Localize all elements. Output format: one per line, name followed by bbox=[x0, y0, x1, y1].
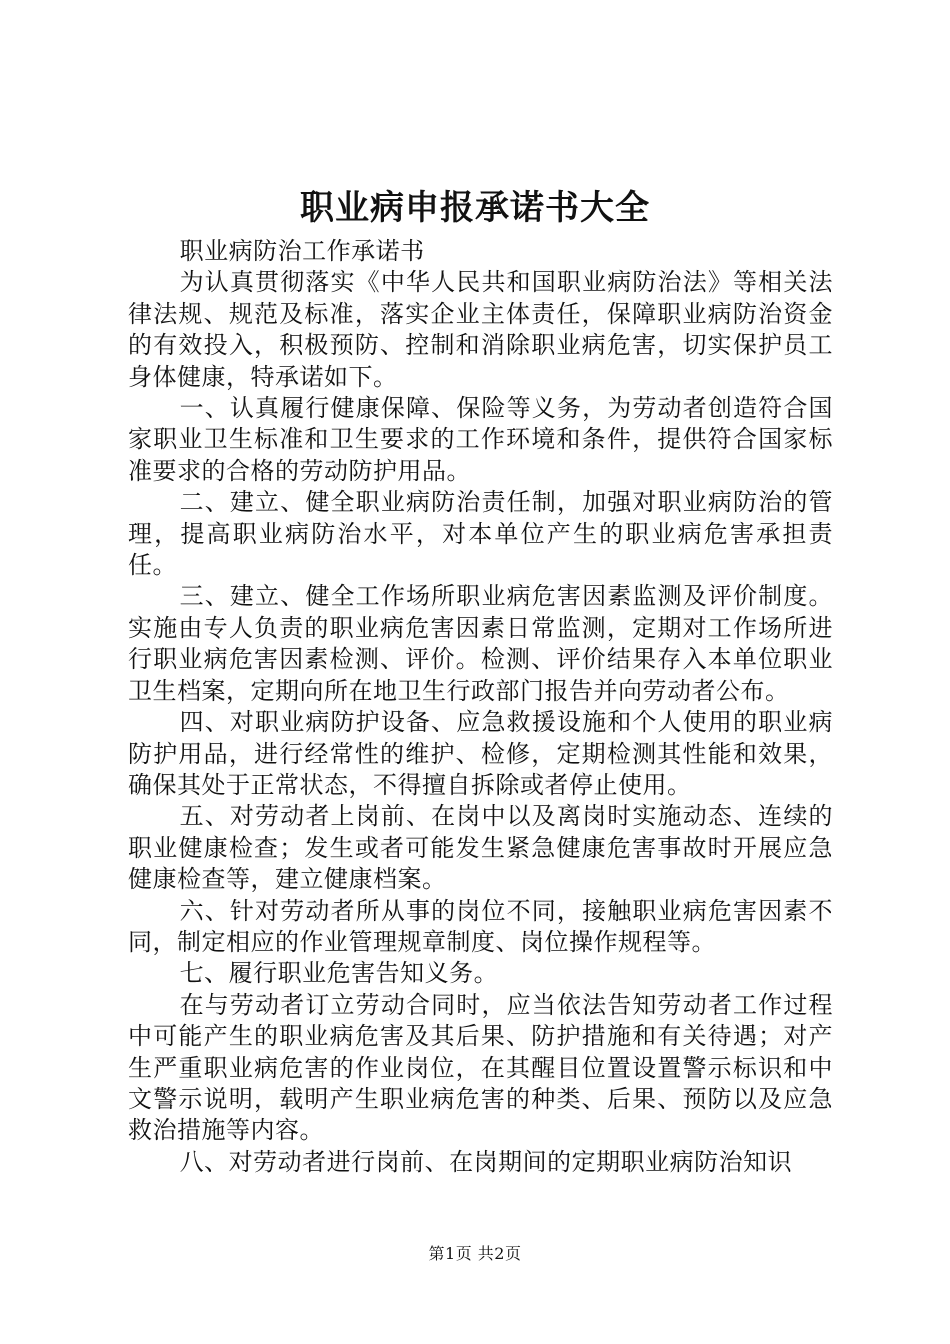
paragraph-item-1: 一、认真履行健康保障、保险等义务，为劳动者创造符合国家职业卫生标准和卫生要求的工作环境和条件，提供符合国家标准要求的合格的劳动防护用品。 bbox=[128, 394, 833, 485]
document-title: 职业病申报承诺书大全 bbox=[300, 188, 650, 228]
page-footer: 第1页 共2页 bbox=[428, 1244, 522, 1263]
paragraph-item-5: 五、对劳动者上岗前、在岗中以及离岗时实施动态、连续的职业健康检查；发生或者可能发生紧急健康危害事故时开展应急健康检查等，建立健康档案。 bbox=[128, 802, 833, 894]
paragraph-item-3: 三、建立、健全工作场所职业病危害因素监测及评价制度。实施由专人负责的职业病危害因素日常监测，定期对工作场所进行职业病危害因素检测、评价。检测、评价结果存入本单位职业卫生档案，定期向所在地卫生行政部门报告并向劳动者公布。 bbox=[128, 582, 833, 705]
paragraph-item-2: 二、建立、健全职业病防治责任制，加强对职业病防治的管理，提高职业病防治水平，对本单位产生的职业病危害承担责任。 bbox=[128, 488, 833, 580]
paragraph-item-7-detail: 在与劳动者订立劳动合同时，应当依法告知劳动者工作过程中可能产生的职业病危害及其后果、防护措施和有关待遇；对产生严重职业病危害的作业岗位，在其醒目位置设置警示标识和中文警示说明，载明产生职业病危害的种类、后果、预防以及应急救治措施等内容。 bbox=[128, 990, 833, 1145]
paragraph-item-8: 八、对劳动者进行岗前、在岗期间的定期职业病防治知识 bbox=[179, 1147, 793, 1176]
paragraph-intro: 为认真贯彻落实《中华人民共和国职业病防治法》等相关法律法规、规范及标准，落实企业主体责任，保障职业病防治资金的有效投入，积极预防、控制和消除职业病危害，切实保护员工身体健康，特承诺如下。 bbox=[128, 268, 833, 391]
paragraph-item-4: 四、对职业病防护设备、应急救援设施和个人使用的职业病防护用品，进行经常性的维护、检修，定期检测其性能和效果，确保其处于正常状态，不得擅自拆除或者停止使用。 bbox=[128, 708, 833, 799]
paragraph-item-7: 七、履行职业危害告知义务。 bbox=[179, 959, 499, 988]
document-body bbox=[128, 236, 833, 1178]
paragraph-heading: 职业病防治工作承诺书 bbox=[179, 237, 425, 265]
paragraph-item-6: 六、针对劳动者所从事的岗位不同，接触职业病危害因素不同，制定相应的作业管理规章制度、岗位操作规程等。 bbox=[128, 896, 833, 956]
